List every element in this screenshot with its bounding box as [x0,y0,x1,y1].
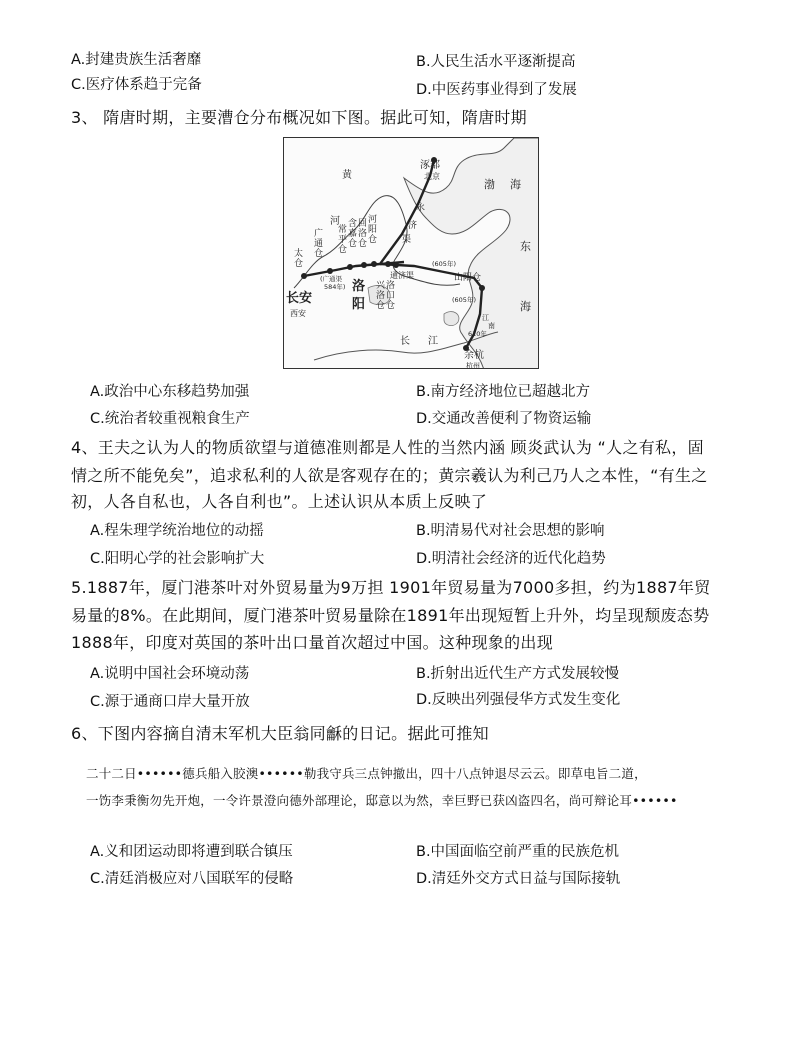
label-tai-1: 太 [294,249,304,259]
label-xinglou-1: 兴 [376,281,386,291]
label-hanjia-2: 嘉 [348,229,358,239]
label-huiluo-2: 洛 [358,229,368,239]
q5-option-b: B.折射出近代生产方式发展较慢 [416,666,620,682]
map-drawing [284,138,539,369]
label-luokou-1: 洛 [386,281,396,291]
changping-depot-dot [347,264,353,270]
q3-option-c: C.统治者较重视粮食生产 [90,411,250,427]
label-xinglou-3: 仓 [376,301,386,311]
label-heyang-3: 仓 [368,235,378,245]
huiluo-depot-dot [371,261,377,267]
q4-stem-line-1: 4、王夫之认为人的物质欲望与道德准则都是人性的当然内涵 顾炎武认为 “人之有私，固 [71,438,704,457]
diary-excerpt-line-2: 一饬李秉衡勿先开炮，一令许景澄向德外部理论，邸意以为然，幸巨野已获凶盗四名，尚可辩论耳•••••• [86,793,678,808]
q4-option-d: D.明清社会经济的近代化趋势 [416,551,606,567]
label-tai-2: 仓 [294,259,304,269]
label-luoyang-2: 阳 [352,297,366,312]
grain-depot-map [283,137,539,369]
label-tongjiqu-3: 渠 [406,271,414,280]
label-yongji-3: 渠 [402,235,412,245]
lake-shape-2 [444,312,459,326]
diary-excerpt-line-1: 二十二日••••••德兵船入胶澳••••••勒我守兵三点钟撤出，四十八点钟退尽云云。即草电旨二道， [86,766,647,781]
label-changjiang-1: 长 [400,336,410,347]
q2-option-c: C.医疗体系趋于完备 [71,77,202,93]
q6-stem: 6、下图内容摘自清末军机大臣翁同龢的日记。据此可推知 [71,724,489,743]
label-bohai-2: 海 [510,178,521,191]
heyang-depot-dot [385,261,391,267]
label-luokou-3: 仓 [386,301,396,311]
label-hanjia-3: 仓 [348,239,358,249]
label-heyang-1: 河 [368,215,378,225]
q4-stem-line-3: 初，人各自私也，人各自利也”。上述认识从本质上反映了 [71,492,488,511]
label-yongji-1: 永 [416,203,426,213]
label-heyang-2: 阳 [368,225,378,235]
q3-option-a: A.政治中心东移趋势加强 [90,384,250,400]
q5-option-d: D.反映出列强侵华方式发生变化 [416,692,621,708]
q6-option-d: D.清廷外交方式日益与国际接轨 [416,871,621,887]
label-changan: 长安 [286,291,313,306]
q4-option-b: B.明清易代对社会思想的影响 [416,523,605,539]
label-bohai-1: 渤 [484,178,495,191]
label-guangtong-3: 仓 [314,249,324,259]
label-year605: (605年) [432,260,456,268]
q4-option-a: A.程朱理学统治地位的动摇 [90,523,264,539]
label-huiluo-3: 仓 [358,239,368,249]
q5-stem-line-3: 1888年，印度对英国的茶叶出口量首次超过中国。这种现象的出现 [71,633,554,652]
q2-option-a: A.封建贵族生活奢靡 [71,52,202,68]
shanyang-depot-dot [479,285,485,291]
q3-stem: 3、 隋唐时期，主要漕仓分布概况如下图。据此可知，隋唐时期 [71,108,527,127]
q5-stem-line-1: 5.1887年，厦门港茶叶对外贸易量为9万担 1901年贸易量为7000多担，约为1887年贸 [71,578,711,597]
label-jiang: 江 [482,314,489,322]
label-guangtongqu: (广通渠 [320,275,343,283]
label-luoyang-1: 洛 [352,279,366,294]
q5-option-c: C.源于通商口岸大量开放 [90,694,250,710]
label-tongjiqu-1: 通 [390,271,398,280]
label-changping-3: 仓 [338,245,348,255]
label-year610: 610年 [468,330,487,338]
q4-stem-line-2: 情之所不能免矣”，追求私利的人欲是客观存在的；黄宗羲认为利己乃人之本性，“有生之 [71,466,708,485]
label-changjiang-2: 江 [428,336,438,347]
q2-option-b: B.人民生活水平逐渐提高 [416,54,576,70]
q5-option-a: A.说明中国社会环境动荡 [90,666,250,682]
label-changping-2: 平 [338,235,348,245]
label-shanyang: 山阳 [454,273,473,283]
hanjia-depot-dot [361,262,367,268]
label-jiangnan: 南 [488,322,495,330]
label-zhuojun: 涿郡 [420,160,440,171]
q3-option-b: B.南方经济地位已超越北方 [416,384,591,400]
label-he: 河 [330,216,340,227]
q3-option-d: D.交通改善便利了物资运输 [416,411,592,427]
label-beijing: 北京 [424,172,440,181]
label-guangtong-2: 通 [314,239,324,249]
label-guangtongqu-year: 584年) [324,283,346,291]
label-donghai-1: 东 [520,240,531,253]
label-hanjia-1: 含 [348,219,358,229]
label-xinglou-2: 洛 [376,291,386,301]
label-shanyang-cang: 仓 [472,273,482,283]
label-tongjiqu-2: 济 [398,271,406,280]
label-yuhang: 余杭 [464,350,484,361]
label-huiluo-1: 回 [358,219,368,229]
label-changping-1: 常 [338,225,348,235]
label-xian: 西安 [290,309,306,318]
guangtong-depot-dot [327,268,333,274]
label-luokou-2: 口 [386,291,396,301]
label-yellow: 黄 [342,170,352,181]
luokou-depot-dot [393,262,399,268]
q4-option-c: C.阳明心学的社会影响扩大 [90,551,265,567]
q6-option-a: A.义和团运动即将遭到联合镇压 [90,844,293,860]
q2-option-d: D.中医药事业得到了发展 [416,82,577,98]
label-yongji-2: 济 [408,221,418,231]
tai-depot-dot [301,273,307,279]
label-year605b: (605年) [452,296,476,304]
q6-option-c: C.清廷消极应对八国联军的侵略 [90,871,294,887]
q6-option-b: B.中国面临空前严重的民族危机 [416,844,620,860]
q5-stem-line-2: 易量的8%。在此期间，厦门港茶叶贸易量除在1891年出现短暂上升外，均呈现颓废态势 [71,606,710,625]
label-guangtong-1: 广 [314,229,324,239]
label-donghai-2: 海 [520,300,531,313]
label-hangzhou: 杭州 [466,362,480,370]
